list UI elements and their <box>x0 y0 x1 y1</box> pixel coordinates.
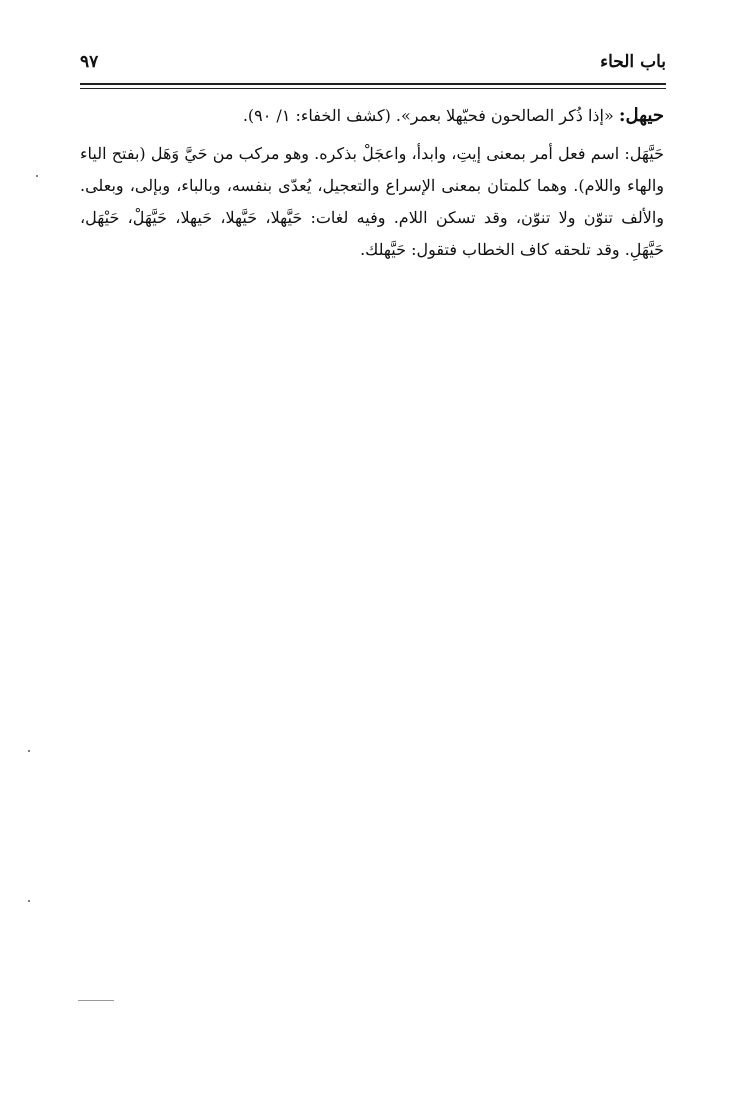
scan-speck <box>28 900 30 902</box>
chapter-title: باب الحاء <box>600 52 666 72</box>
body-text <box>80 100 664 266</box>
scan-speck <box>28 750 30 752</box>
entry-headword: حيهل: <box>618 105 664 126</box>
entry-text: حَيَّهَل: اسم فعل أمر بمعنى إيتِ، وابدأ، واعجَلْ بذكره. وهو مركب من حَيَّ وَهَل (بفتح الياء والهاء واللام). وهما كلمتان بمعنى الإسراع والتعجيل، يُعدّى بنفسه، وبالباء، وبإلى، وبعلى. والألف تنوّن ولا تنوّن، وقد تسكن اللام. وفيه لغات: حَيَّهلا، حَيَّهلا، حَيهلا، حَيَّهَلْ، حَيْهَل، حَيَّهَلِ. وقد تلحقه كاف الخطاب فتقول: حَيَّهلك. <box>80 144 665 259</box>
entry-hadith <box>80 100 664 132</box>
scan-dash <box>78 1000 114 1001</box>
scan-speck <box>36 175 38 177</box>
entry-definition <box>80 138 664 266</box>
header-rule-thin <box>80 88 666 89</box>
header-rule-thick <box>80 83 666 85</box>
entry-text: «إذا ذُكر الصالحون فحيّهلا بعمر». (كشف الخفاء: ١/ ٩٠). <box>242 106 614 125</box>
running-head <box>80 50 666 78</box>
page-number: ٩٧ <box>80 52 99 72</box>
